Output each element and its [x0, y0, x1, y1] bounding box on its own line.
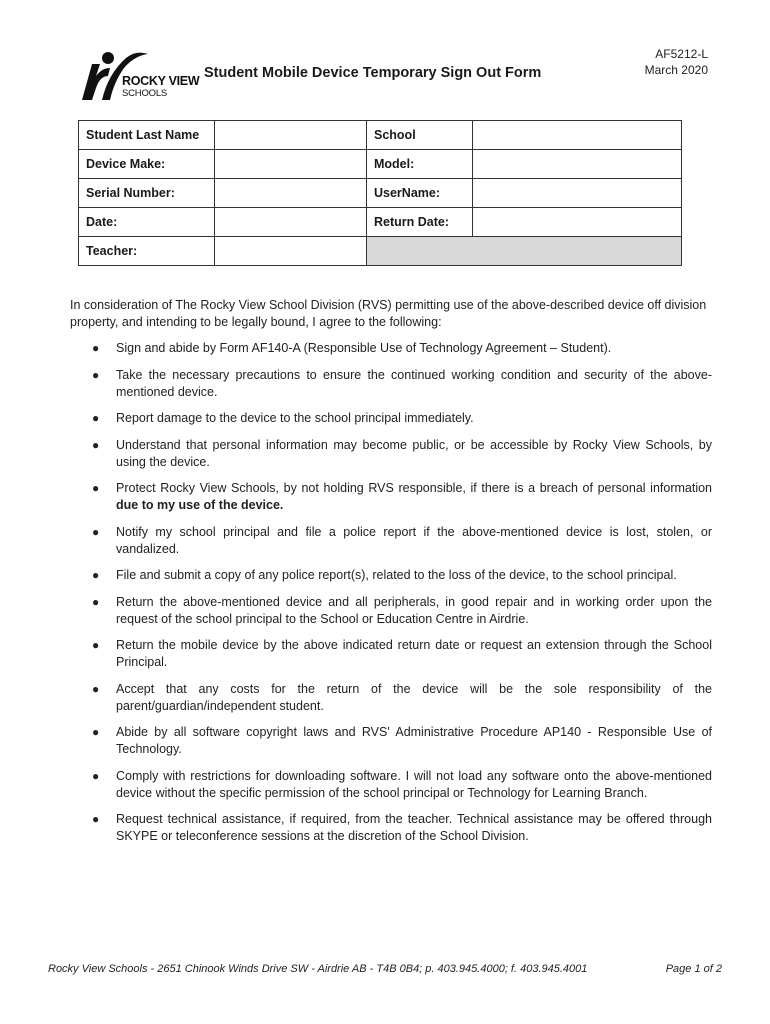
- list-item: ● Sign and abide by Form AF140-A (Responsible Use of Technology Agreement – Student).: [92, 341, 612, 355]
- field-label: School: [367, 121, 473, 150]
- table-row: [79, 179, 682, 208]
- form-title: Student Mobile Device Temporary Sign Out Form: [204, 65, 542, 81]
- list-item: ● Take the necessary precautions to ensure the continued working condition and security of the above-mentioned device.: [92, 367, 712, 399]
- student-last-name-field[interactable]: [215, 121, 367, 150]
- date-field[interactable]: [215, 208, 367, 237]
- list-item: ● Notify my school principal and file a police report if the above-mentioned device is lost, stolen, or vandalized.: [92, 524, 712, 556]
- list-item: ● Abide by all software copyright laws and RVS' Administrative Procedure AP140 - Responsible Use of Technology.: [92, 725, 712, 756]
- bullet-icon: ●: [92, 437, 100, 452]
- bullet-icon: ●: [92, 367, 100, 382]
- field-label: Device Make:: [79, 150, 215, 179]
- table-row: [79, 237, 682, 266]
- field-label: Teacher:: [79, 237, 215, 266]
- table-row: [79, 121, 682, 150]
- intro-paragraph: In consideration of The Rocky View School Division (RVS) permitting use of the above-described device off division property, and intending to be legally bound, I agree to the following:: [70, 298, 707, 329]
- table-row: [79, 150, 682, 179]
- conditions-list: [92, 340, 712, 855]
- form-code-block: [645, 46, 708, 78]
- return-date-field[interactable]: [473, 208, 682, 237]
- model-field[interactable]: [473, 150, 682, 179]
- field-label: Return Date:: [367, 208, 473, 237]
- list-item: ● Return the above-mentioned device and all peripherals, in good repair and in working order upon the request of the school principal to the School or Education Centre in Airdrie.: [92, 594, 712, 626]
- student-info-table: [78, 120, 682, 266]
- list-item: ● Comply with restrictions for downloading software. I will not load any software onto the above-mentioned device without the specific permission of the school principal or Technology for Learning Branch.: [92, 768, 712, 800]
- field-label: Date:: [79, 208, 215, 237]
- school-field[interactable]: [473, 121, 682, 150]
- field-label: Model:: [367, 150, 473, 179]
- teacher-field[interactable]: [215, 237, 367, 266]
- bullet-icon: ●: [92, 481, 100, 495]
- bullet-icon: ●: [92, 812, 100, 826]
- bullet-icon: ●: [92, 594, 100, 609]
- field-label: UserName:: [367, 179, 473, 208]
- table-row: [79, 208, 682, 237]
- list-item: ● Report damage to the device to the school principal immediately.: [92, 411, 474, 425]
- list-item: ● Return the mobile device by the above indicated return date or request an extension through the School Principal.: [92, 638, 712, 669]
- list-item: ● Understand that personal information may become public, or be accessible by Rocky View Schools, by using the device.: [92, 437, 712, 469]
- shaded-cell: [367, 237, 682, 266]
- list-item: ● File and submit a copy of any police report(s), related to the loss of the device, to the school principal.: [92, 568, 677, 582]
- footer-address: Rocky View Schools - 2651 Chinook Winds Drive SW - Airdrie AB - T4B 0B4; p. 403.945.4000; f. 403.945.4001: [48, 963, 588, 975]
- page-number: Page 1 of 2: [665, 963, 722, 975]
- list-item: ● Accept that any costs for the return of the device will be the sole responsibility of the parent/guardian/independent student.: [92, 681, 712, 713]
- bullet-icon: ●: [92, 341, 100, 355]
- bullet-icon: ●: [92, 725, 100, 739]
- rocky-view-schools-logo: [78, 44, 198, 106]
- bullet-icon: ●: [92, 768, 100, 783]
- bullet-icon: ●: [92, 411, 100, 425]
- field-label: Student Last Name: [79, 121, 215, 150]
- bullet-icon: ●: [92, 638, 100, 652]
- bullet-icon: ●: [92, 568, 100, 582]
- username-field[interactable]: [473, 179, 682, 208]
- serial-number-field[interactable]: [215, 179, 367, 208]
- device-make-field[interactable]: [215, 150, 367, 179]
- bullet-icon: ●: [92, 681, 100, 696]
- list-item: ● Protect Rocky View Schools, by not holding RVS responsible, if there is a breach of personal information due to my use of the device.: [92, 481, 712, 512]
- logo-name: ROCKY VIEW: [122, 74, 200, 88]
- form-code: AF5212-L: [655, 47, 708, 61]
- field-label: Serial Number:: [79, 179, 215, 208]
- bullet-icon: ●: [92, 524, 100, 539]
- logo-subname: SCHOOLS: [122, 88, 168, 99]
- form-date: March 2020: [644, 63, 708, 77]
- list-item: ● Request technical assistance, if required, from the teacher. Technical assistance may be offered through SKYPE or teleconference sessions at the discretion of the School Division.: [92, 812, 712, 843]
